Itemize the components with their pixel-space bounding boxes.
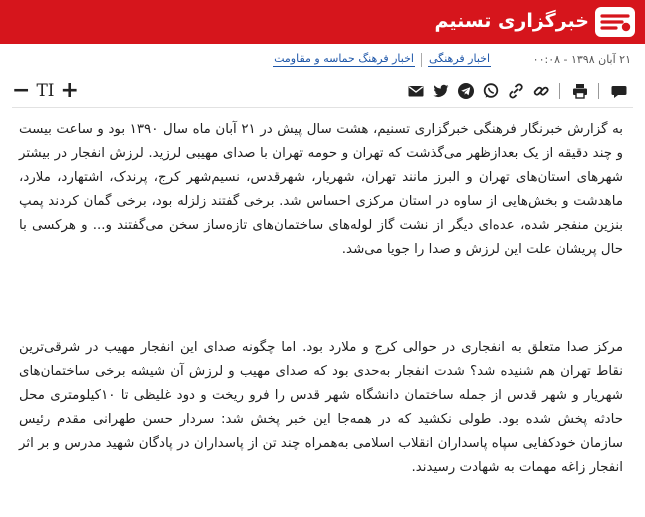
breadcrumb (273, 52, 491, 67)
article-paragraph: مرکز صدا متعلق به انفجاری در حوالی کرج و ملارد بود. اما چگونه صدای این انفجار مهیب در شرقی‌ترین نقاط تهران هم شنیده شد؟ شدت انفجار به‌حدی بود که صدای مهیب و لرزش آن شیشه برخی ساختمان‌های شهریار و شهر قدس از جمله ساختمان دانشگاه شهر قدس را فرو ریخت و دود غلیظی تا ۱۰کیلومتری محل حادثه پخش شده بود. طولی نکشید که در همه‌جا این خبر پخش شد: سردار حسن طهرانی مقدم رئیس سازمان خودکفایی سپاه پاسداران انقلاب اسلامی به‌همراه چند تن از پاسداران در پادگان شهید مدرس و بر اثر انفجار زاغه مهمات به شهادت رسیدند. (19, 340, 623, 476)
breadcrumb-epic-resistance-news[interactable]: اخبار فرهنگ حماسه و مقاومت (274, 52, 414, 65)
increase-font-button[interactable]: + (60, 78, 79, 103)
whatsapp-icon (482, 82, 500, 100)
site-title[interactable]: خبرگزاری تسنیم (434, 10, 589, 32)
telegram-icon (457, 82, 475, 100)
toolbar-divider (598, 83, 599, 99)
decrease-font-button[interactable]: − (12, 78, 31, 103)
share-link-icon (507, 82, 525, 100)
article-paragraph: به گزارش خبرنگار فرهنگی خبرگزاری تسنیم، هشت سال پیش در ۲۱ آبان ماه سال ۱۳۹۰ بود و ساعت بیست و چند دقیقه از یک بعدازظهر می‌گذشت که تهران و حومه تهران با صدای مهیبی لرزید. لرزش انفجار در بیشتر شهرهای استان‌های تهران و البرز مانند تهران، شهریار، شهرقدس، نسیم‌شهر کرج، پرندک، اشتهارد، ملارد، ماهدشت و بخش‌هایی از ساوه در استان مرکزی احساس شد. برخی گفتند زلزله بود، برخی گمان کردند پمپ بنزین منفجر شده، عده‌ای دیگر از نشت گاز لوله‌های ساختمان‌های تازه‌ساز سخن می‌گفتند و... و هرکسی با حال پریشان علت این لرزش و صدا را جویا می‌شد. (19, 122, 623, 258)
email-icon (407, 82, 425, 100)
print-button[interactable] (570, 81, 590, 101)
telegram-share-button[interactable] (456, 81, 476, 101)
twitter-share-button[interactable] (431, 81, 451, 101)
site-header (0, 0, 645, 44)
copy-link-button[interactable] (531, 81, 551, 101)
comment-icon (610, 82, 628, 100)
publish-date: ۲۱ آبان ۱۳۹۸ - ۰۰:۰۸ (532, 53, 631, 66)
share-link-button[interactable] (506, 81, 526, 101)
toolbar-divider (559, 83, 560, 99)
font-size-control (12, 78, 79, 104)
breadcrumb-cultural-news[interactable]: اخبار فرهنگی (428, 52, 490, 65)
font-size-icon: TI (36, 81, 55, 101)
link-icon (532, 82, 550, 100)
comment-button[interactable] (609, 81, 629, 101)
tasnim-logo-icon[interactable] (593, 5, 637, 39)
email-share-button[interactable] (406, 81, 426, 101)
twitter-icon (432, 82, 450, 100)
share-toolbar (401, 78, 629, 104)
print-icon (571, 82, 589, 100)
whatsapp-share-button[interactable] (481, 81, 501, 101)
meta-divider (12, 107, 633, 108)
article-meta (14, 50, 631, 74)
breadcrumb-divider (421, 53, 422, 67)
